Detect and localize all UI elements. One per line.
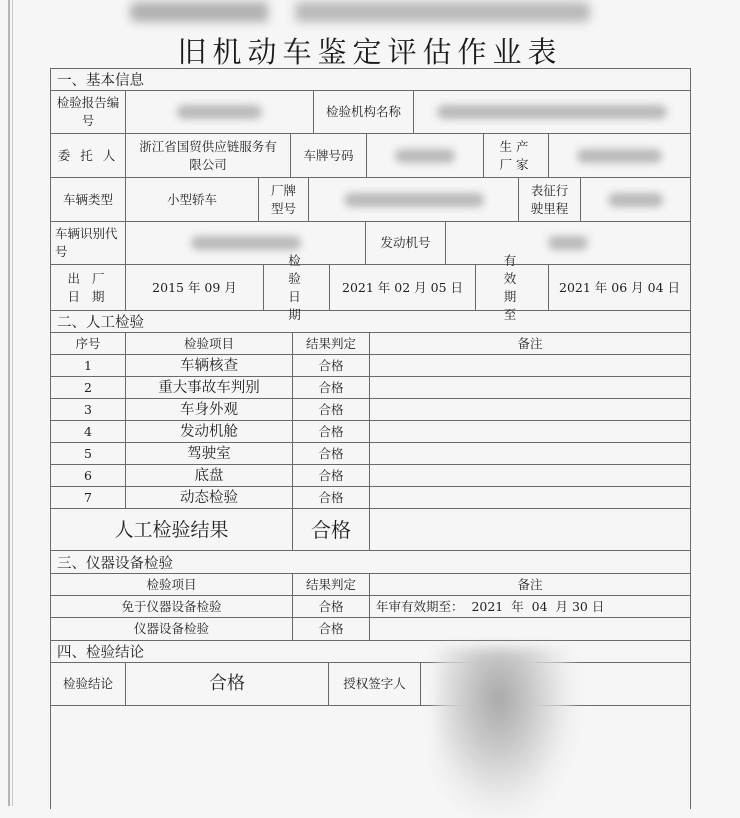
row-item: 仪器设备检验: [51, 618, 293, 641]
col-header-result: 结果判定: [293, 333, 370, 355]
row-no: 7: [51, 487, 126, 509]
row-remark: [370, 443, 690, 465]
evaluation-form-table: [50, 68, 691, 809]
row-item: 驾驶室: [126, 443, 293, 465]
row-item: 免于仪器设备检验: [51, 596, 293, 618]
signer-label: 授权签字人: [329, 663, 421, 706]
row-item: 重大事故车判别: [126, 377, 293, 399]
row-result: 合格: [293, 421, 370, 443]
manufacturer-value: [549, 134, 690, 178]
manual-result-value: 合格: [293, 509, 370, 551]
row-no: 2: [51, 377, 126, 399]
report-no-value: [126, 91, 314, 134]
row-result: 合格: [293, 377, 370, 399]
row-remark: [370, 618, 690, 641]
row-item: 车身外观: [126, 399, 293, 421]
section-instrument-inspection-title: 三、仪器设备检验: [51, 551, 690, 574]
manual-result-remark: [370, 509, 690, 551]
redacted-signature: [436, 648, 576, 818]
redacted-header: [130, 2, 590, 22]
vin-label: 车辆识别代 号: [51, 222, 126, 265]
row-no: 5: [51, 443, 126, 465]
row-no: 1: [51, 355, 126, 377]
plate-value: [367, 134, 484, 178]
agency-label: 检验机构名称: [314, 91, 414, 134]
col-header-item: 检验项目: [126, 333, 293, 355]
mfg-date-label: 出 厂 日 期: [51, 265, 126, 311]
brand-model-label: 厂牌型号: [259, 178, 309, 222]
page-edge: [8, 0, 10, 806]
engine-label: 发动机号: [366, 222, 446, 265]
row-item: 底盘: [126, 465, 293, 487]
mileage-value: [581, 178, 690, 222]
inspect-date-value: 2021 年 02 月 05 日: [330, 265, 476, 311]
row-no: 3: [51, 399, 126, 421]
engine-value: [446, 222, 690, 265]
manual-result-label: 人工检验结果: [51, 509, 293, 551]
row-result: 合格: [293, 596, 370, 618]
row-remark: [370, 421, 690, 443]
col-header-remark: 备注: [370, 333, 690, 355]
row-remark: [370, 399, 690, 421]
row-remark: 年审有效期至： 2021 年 04 月 30 日: [370, 596, 690, 618]
col-header-item: 检验项目: [51, 574, 293, 596]
row-remark: [370, 355, 690, 377]
vehicle-type-value: 小型轿车: [126, 178, 259, 222]
row-remark: [370, 487, 690, 509]
agency-value: [414, 91, 690, 134]
row-item: 动态检验: [126, 487, 293, 509]
section-conclusion-title: 四、检验结论: [51, 641, 690, 663]
document-title: 旧机动车鉴定评估作业表: [177, 35, 563, 69]
conclusion-label: 检验结论: [51, 663, 126, 706]
col-header-no: 序号: [51, 333, 126, 355]
row-no: 6: [51, 465, 126, 487]
row-no: 4: [51, 421, 126, 443]
vin-value: [126, 222, 366, 265]
manufacturer-label: 生产厂家: [484, 134, 549, 178]
brand-model-value: [309, 178, 519, 222]
conclusion-value: 合格: [126, 663, 329, 706]
valid-until-value: 2021 年 06 月 04 日: [549, 265, 690, 311]
row-remark: [370, 377, 690, 399]
section-manual-inspection-title: 二、人工检验: [51, 311, 690, 333]
mfg-date-value: 2015 年 09 月: [126, 265, 264, 311]
row-result: 合格: [293, 487, 370, 509]
row-item: 发动机舱: [126, 421, 293, 443]
col-header-remark: 备注: [370, 574, 690, 596]
section-basic-info-title: 一、基本信息: [51, 69, 690, 91]
row-result: 合格: [293, 355, 370, 377]
client-label: 委 托 人: [51, 134, 126, 178]
row-result: 合格: [293, 399, 370, 421]
report-no-label: 检验报告编号: [51, 91, 126, 134]
vehicle-type-label: 车辆类型: [51, 178, 126, 222]
mileage-label: 表征行驶里程: [519, 178, 581, 222]
row-result: 合格: [293, 443, 370, 465]
row-result: 合格: [293, 618, 370, 641]
valid-until-label: 有 效 期 至: [476, 265, 549, 311]
inspect-date-label: 检 验 日 期: [264, 265, 330, 311]
row-result: 合格: [293, 465, 370, 487]
client-value: 浙江省国贸供应链服务有限公司: [126, 134, 291, 178]
page-edge-shadow: [12, 0, 13, 806]
col-header-result: 结果判定: [293, 574, 370, 596]
row-remark: [370, 465, 690, 487]
plate-label: 车牌号码: [291, 134, 367, 178]
row-item: 车辆核查: [126, 355, 293, 377]
